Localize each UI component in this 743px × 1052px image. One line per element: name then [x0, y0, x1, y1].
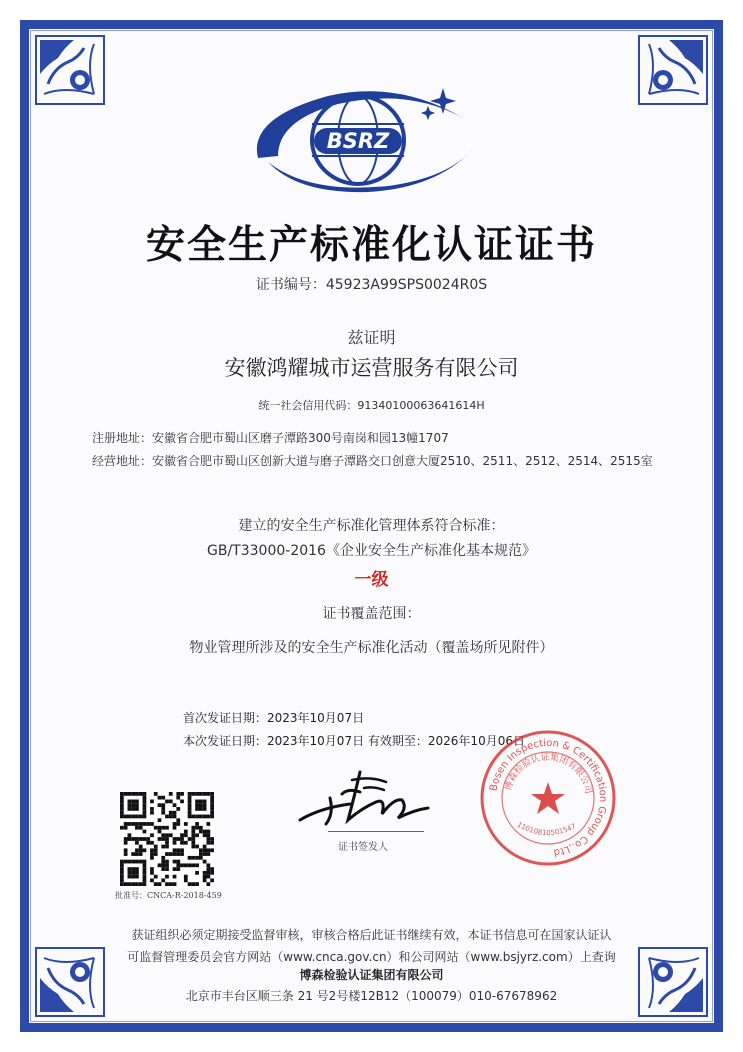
corner-ornament-icon	[34, 34, 106, 106]
first-issue-date: 首次发证日期：2023年10月07日	[183, 711, 365, 725]
current-issue-date: 本次发证日期：2023年10月07日 有效期至：2026年10月06日	[183, 734, 525, 748]
registered-address: 注册地址：安徽省合肥市蜀山区磨子潭路300号南岗和园13幢1707	[92, 431, 449, 445]
corner-ornament-icon	[637, 34, 709, 106]
standard-intro: 建立的安全生产标准化管理体系符合标准：	[238, 518, 505, 534]
bsrz-logo	[238, 78, 488, 198]
business-address: 经营地址：安徽省合肥市蜀山区创新大道与磨子潭路交口创意大厦2510、2511、2512、2514、2515室	[92, 454, 653, 468]
seal-number: 11010810501547	[515, 820, 578, 838]
qr-code-icon	[120, 792, 214, 886]
scope-heading: 证书覆盖范围：	[322, 606, 421, 622]
footer-organization: 博森检验认证集团有限公司	[299, 968, 444, 982]
hereby-certify: 兹证明	[347, 328, 396, 347]
scope-text: 物业管理所涉及的安全生产标准化活动（覆盖场所见附件）	[189, 640, 554, 656]
signature-icon	[290, 758, 440, 838]
credit-code: 统一社会信用代码：91340100063641614H	[258, 399, 485, 412]
footer-notice-line2: 可监督管理委员会官方网站（www.cnca.gov.cn）和公司网站（www.bsjyrz.com）上查询	[127, 950, 616, 964]
signature-line	[328, 831, 424, 832]
seal-inner-text: 博森检验认证集团有限公司	[503, 752, 593, 795]
logo-text: BSRZ	[326, 129, 390, 153]
seal-ring-text: Bosen Inspection & Certification Group Co.,Ltd	[488, 737, 609, 858]
company-seal	[478, 728, 618, 868]
company-name: 安徽鸿耀城市运营服务有限公司	[224, 356, 519, 380]
standard-name: GB/T33000-2016《企业安全生产标准化基本规范》	[207, 543, 536, 559]
certification-level: 一级	[354, 570, 389, 590]
signer-label: 证书签发人	[338, 842, 388, 853]
certificate-number: 证书编号：45923A99SPS0024R0S	[255, 277, 488, 293]
svg-text:11010810501547	[516, 821, 577, 837]
footer-address: 北京市丰台区顺三条 21 号2号楼12B12（100079）010-67678962	[185, 989, 558, 1003]
footer-notice-line1: 获证组织必须定期接受监督审核，审核合格后此证书继续有效，本证书信息可在国家认证认	[131, 928, 612, 942]
approval-number: 批准号：CNCA-R-2018-459	[115, 891, 222, 900]
certificate-title: 安全生产标准化认证证书	[145, 223, 597, 268]
